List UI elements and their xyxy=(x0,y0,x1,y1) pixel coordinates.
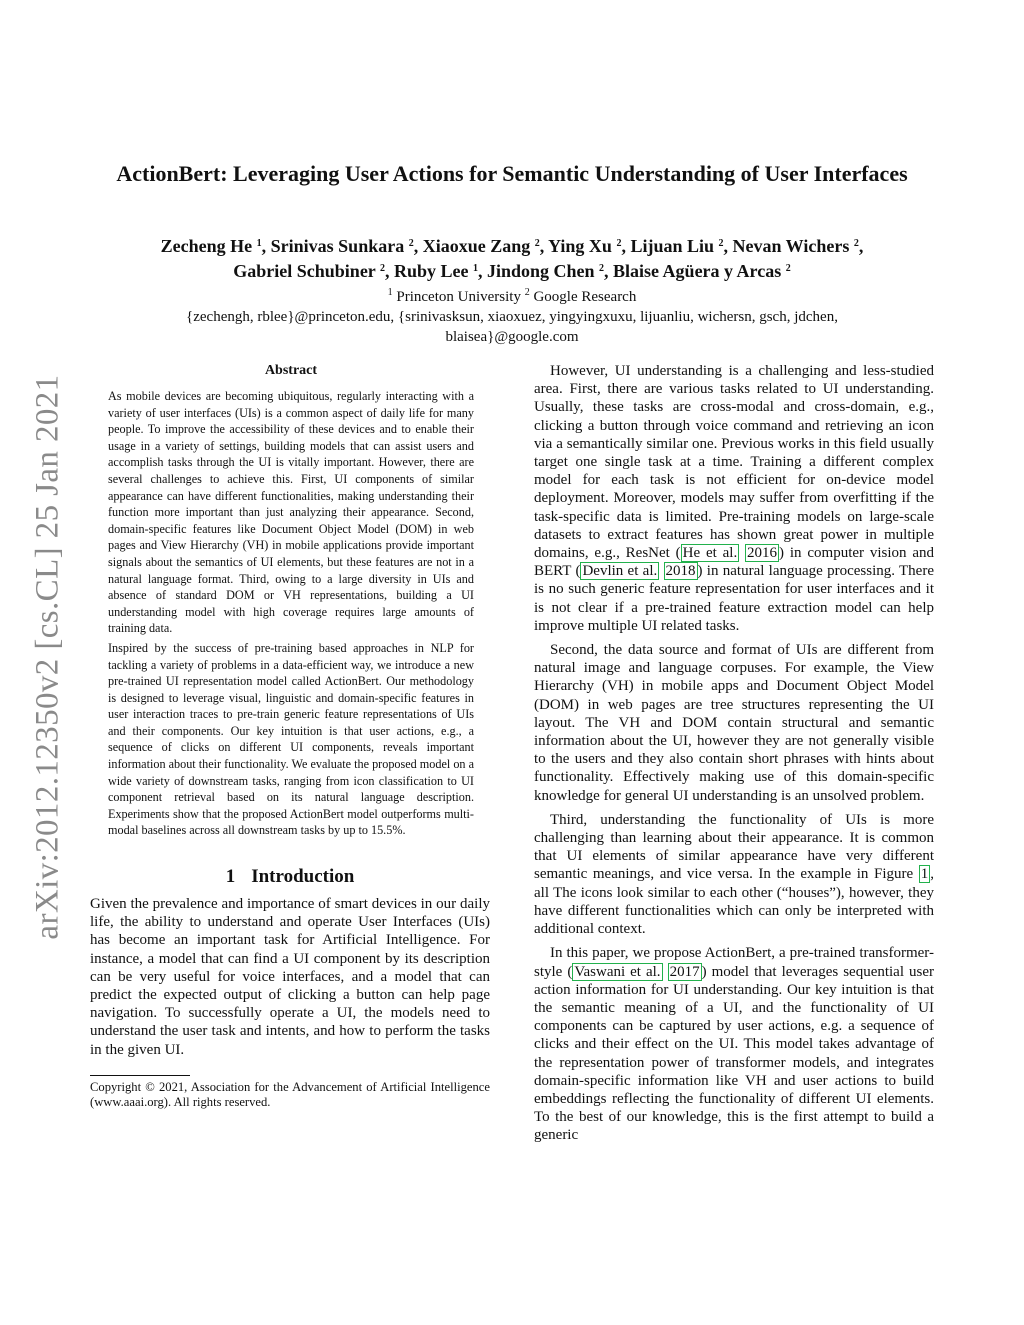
right-column xyxy=(534,362,934,1151)
citation-link[interactable]: Vaswani et al. xyxy=(574,963,661,980)
body-paragraph: Third, understanding the functionality of UIs is more challenging than learning about their appearance. It is common that UI elements of similar appearance have very different semantic meanings, and vice versa. In the example in Figure 1 , all The icons look similar to each other (“houses”), however, they have different functionalities which can only be interpreted with additional context. xyxy=(534,811,934,938)
author: Ruby Lee $^1$, xyxy=(393,261,487,281)
paper-title: ActionBert: Leveraging User Actions for Semantic Understanding of User Interfaces xyxy=(116,161,908,186)
abstract-paragraph: Inspired by the success of pre-training based approaches in NLP for tackling a variety of problems in a data-efficient way, we introduce a new pre-trained UI representation model called ActionBert. Our methodology is designed to leverage visual, linguistic and domain-specific features in user interaction traces to pre-train generic feature representations of UIs and their components. Our key intuition is that user actions, e.g., a sequence of clicks on different UI components, reveals important information about their functionality. We evaluate the proposed model on a wide variety of downstream tasks, ranging from icon classification to UI component retrieval based on its natural language description. Experiments show that the proposed ActionBert model outperforms multi-modal baselines across all downstream tasks by up to 15.5%. xyxy=(108,640,474,838)
abstract-paragraph: As mobile devices are becoming ubiquitous, regularly interacting with a variety of user interfaces (UIs) is a common aspect of daily life for many people. To improve the accessibility of these devices and to enable their usage in a variety of settings, building models that can assist users and accomplish tasks through the UI is vitally important. However, there are several challenges to achieve this. First, UI components of similar appearance can have different functionalities, making understanding their function more important than just analyzing their appearance. Second, domain-specific features like Document Object Model (DOM) in web pages and View Hierarchy (VH) in mobile applications provide important signals about the semantics of UI elements, but these features are not in a natural language format. Third, owing to a large diversity in UIs and absence of standard DOM or VH representations, building a UI understanding model with high coverage requires large amounts of training data. xyxy=(108,389,474,636)
arxiv-side-label xyxy=(28,368,68,946)
author: Nevan Wichers $^2$, xyxy=(732,236,864,256)
figure-reference-link[interactable]: 1 xyxy=(920,866,929,883)
author: Ying Xu $^2$, xyxy=(548,236,631,256)
body-paragraph: Given the prevalence and importance of smart devices in our daily life, the ability to understand and operate User Interfaces (UIs) has become an important task for Artificial Intelligence. For instance, a model that can find a UI component by its description can be very useful for voice interfaces, and a model that can predict the expected output of clicking a button can help page navigation. To successfully operate a UI, the models need to understand the user task and intents, and how to perform the tasks in the given UI. xyxy=(90,896,490,1058)
author: Lijuan Liu $^2$, xyxy=(630,236,733,256)
citation-link[interactable]: 2018 xyxy=(665,563,696,580)
author: Xiaoxue Zang $^2$, xyxy=(422,236,549,256)
footnote-rule xyxy=(90,1075,190,1076)
body-paragraph: In this paper, we propose ActionBert, a pre-trained transformer-style ( Vaswani et al. 2017 ) model that leverages sequential user action information for UI understanding. Our key intuition is that the semantic meaning of a UI, and the functionality of UI components can be captured by user actions, e.g. a sequence of clicks and their effect on the UI. This model takes advantage of the representation power of transformer models, and integrates domain-specific information like VH and user actions to build embeddings reflecting the functionality of different UI elements. To the best of our knowledge, this is the first attempt to build a generic xyxy=(534,945,935,1144)
abstract xyxy=(108,362,474,839)
author: Zecheng He $^1$, xyxy=(160,236,271,256)
section-heading-introduction: 1 Introduction xyxy=(225,866,355,888)
citation-link[interactable]: 2016 xyxy=(747,545,778,562)
citation-link[interactable]: Devlin et al. xyxy=(582,563,658,580)
author: Blaise Agüera y Arcas $^2$ xyxy=(613,261,791,281)
copyright-footnote: Copyright © 2021, Association for the Advancement of Artificial Intelligence (www.aaai.org). All rights reserved. xyxy=(90,1079,490,1110)
affiliations: $^1$ Princeton University $^2$ Google Research xyxy=(387,287,637,305)
author: Srinivas Sunkara $^2$, xyxy=(270,236,423,256)
body-paragraph: However, UI understanding is a challenging and less-studied area. First, there are various tasks related to UI understanding. Usually, these tasks are cross-modal and cross-domain, e.g., clicking a button through voice command and retrieving an icon via a semantically similar one. Previous works in this field usually target one single task at a time. Training a different complex model for each task is not efficient for on-device model deployment. Moreover, models may suffer from overfitting if the task-specific data is limited. Pre-training models on large-scale datasets to extract features has shown great power in multiple domains, e.g., ResNet ( He et al. 2016 ) in computer vision and BERT ( Devlin et al. 2018 ) in natural language processing. There is no such generic feature representation for user interfaces and it is not clear if a pre-trained feature extraction model can help improve multiple UI related tasks. xyxy=(534,363,935,634)
author-emails: {zechengh, rblee}@princeton.edu, {srinivasksun, xiaoxuez, yingyingxuxu, lijuanliu, wichersn, gsch, jdchen, blaisea}@google.com xyxy=(186,309,838,345)
citation-link[interactable]: He et al. xyxy=(682,545,738,562)
left-column xyxy=(90,362,490,1111)
citation-link[interactable]: 2017 xyxy=(669,963,700,980)
body-paragraph: Second, the data source and format of UIs are different from natural image and language corpuses. For example, the View Hierarchy (VH) in mobile apps and Document Object Model (DOM) in web pages are tree structures representing the UI layout. The VH and DOM contain structural and semantic information about the UI, however they are not generally visible to the users and they also contain short phrases with hints about functionality. Effectively making use of this domain-specific knowledge for general UI understanding is an unsolved problem. xyxy=(534,642,934,804)
author: Jindong Chen $^2$, xyxy=(487,261,614,281)
abstract-heading: Abstract xyxy=(264,363,318,378)
author: Gabriel Schubiner $^2$, xyxy=(233,261,394,281)
introduction-text xyxy=(90,895,490,1059)
author-list xyxy=(100,234,924,284)
arxiv-identifier: arXiv:2012.12350v2 [cs.CL] 25 Jan 2021 xyxy=(29,374,66,940)
